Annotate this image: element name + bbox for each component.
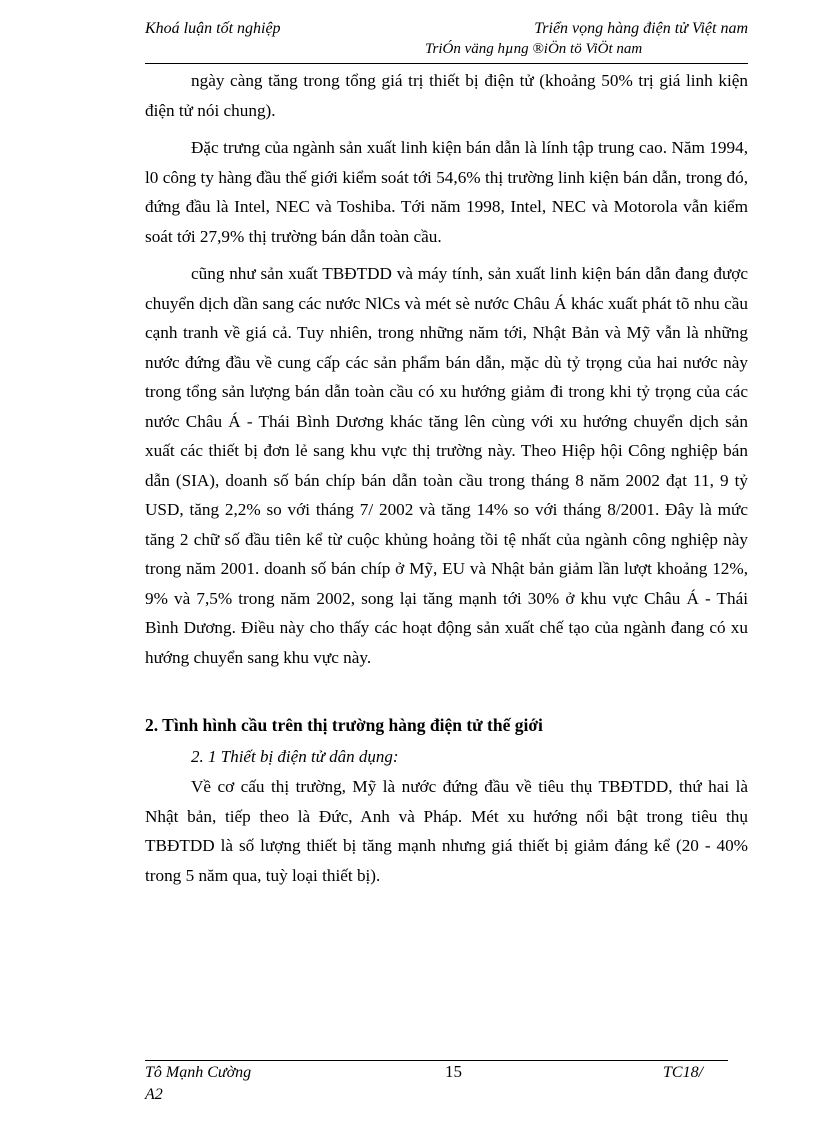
paragraph-4: Về cơ cấu thị trường, Mỹ là nước đứng đầu về tiêu thụ TBĐTDD, thứ hai là Nhật bản, tiếp theo là Đức, Anh và Pháp. Mét xu hướng nổi bật trong tiêu thụ TBĐTDD là số lượng thiết bị tăng mạnh nhưng giá thiết bị giảm đáng kể (20 - 40% trong 5 năm qua, tuỳ loại thiết bị). (145, 777, 748, 885)
document-body (145, 66, 748, 890)
page-number: 15 (445, 1062, 462, 1081)
section-heading: 2. Tình hình cầu trên thị trường hàng điện tử thế giới (145, 715, 543, 735)
header-divider (145, 63, 748, 64)
footer-class: A2 (145, 1086, 163, 1103)
page-footer (145, 1064, 745, 1114)
sub-heading: 2. 1 Thiết bị điện tử dân dụng: (191, 747, 399, 766)
footer-author: Tô Mạnh Cường (145, 1064, 252, 1081)
paragraph-2: Đặc trưng của ngành sản xuất linh kiện bán dẫn là lính tập trung cao. Năm 1994, l0 công ty hàng đầu thế giới kiểm soát tới 54,6% thị trường linh kiện bán dẫn, trong đó, đứng đầu là Intel, NEC và Toshiba. Tới năm 1998, Intel, NEC và Motorola vẫn kiểm soát tới 27,9% thị trường bán dẫn toàn cầu. (145, 138, 748, 246)
header-title: Triển vọng hàng điện tử Việt nam (534, 20, 748, 37)
header-thesis-label: Khoá luận tốt nghiệp (145, 20, 281, 37)
paragraph-3: cũng như sản xuất TBĐTDD và máy tính, sản xuất linh kiện bán dẫn đang được chuyển dịch dần sang các nước NlCs và mét sè nước Châu Á khác xuất phát tõ nhu cầu cạnh tranh về giá cả. Tuy nhiên, trong những năm tới, Nhật Bản và Mỹ vẫn là những nước đứng đầu về cung cấp các sản phẩm bán dẫn, mặc dù tỷ trọng của hai nước này trong tổng sản lượng bán dẫn toàn cầu có xu hướng giảm đi trong khi tỷ trọng của các nước Châu Á - Thái Bình Dương khác tăng lên cùng với xu hướng chuyển dịch sản xuất các thiết bị đơn lẻ sang khu vực thị trường này. Theo Hiệp hội Công nghiệp bán dẫn (SIA), doanh số bán chíp bán dẫn toàn cầu trong tháng 8 năm 2002 đạt 11, 9 tỷ USD, tăng 2,2% so với tháng 7/ 2002 và tăng 14% so với tháng 8/2001. Đây là mức tăng 2 chữ số đầu tiên kể từ cuộc khủng hoảng tồi tệ nhất của ngành công nghiệp này trong năm 2001. doanh số bán chíp ở Mỹ, EU và Nhật bản giảm lần lượt khoảng 12%, 9% và 7,5% trong năm 2002, song lại tăng mạnh tới 30% ở khu vực Châu Á - Thái Bình Dương. Điều này cho thấy các hoạt động sản xuất chế tạo của ngành đang có xu hướng chuyển sang khu vực này. (145, 264, 748, 667)
page-header (145, 20, 748, 64)
header-title-garbled: TriÓn väng hµng ®iÖn tö ViÖt nam (425, 41, 643, 57)
footer-divider (145, 1060, 728, 1061)
paragraph-1: ngày càng tăng trong tổng giá trị thiết bị điện tử (khoảng 50% trị giá linh kiện điện tử nói chung). (145, 71, 748, 120)
footer-code: TC18/ (663, 1064, 704, 1081)
